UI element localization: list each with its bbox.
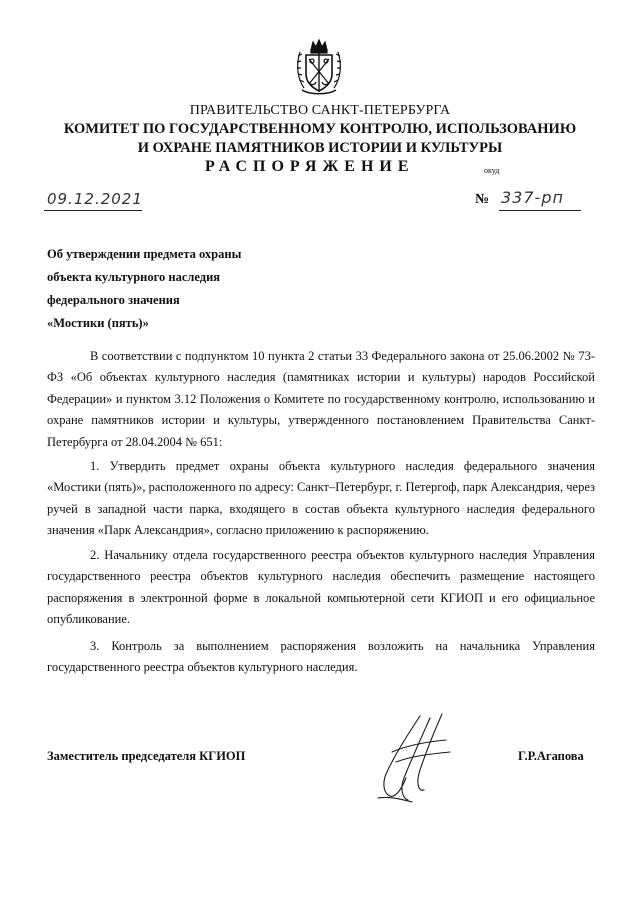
- okud-label: окуд: [484, 166, 500, 175]
- item-3-paragraph: 3. Контроль за выполнением распоряжения возложить на начальника Управления государственного реестра объектов культурного наследия.: [47, 639, 595, 675]
- number-underline: [499, 210, 581, 211]
- document-type-title: РАСПОРЯЖЕНИЕ: [205, 158, 415, 175]
- handwritten-signature-icon: [372, 712, 462, 804]
- subject-line-1: Об утверждении предмета охраны: [47, 247, 242, 261]
- document-number: 337-рп: [501, 188, 564, 207]
- signer-name: Г.Р.Агапова: [518, 749, 584, 763]
- signer-position: Заместитель председателя КГИОП: [47, 749, 246, 763]
- spb-coat-of-arms-icon: [294, 38, 344, 96]
- document-date: 09.12.2021: [47, 190, 143, 208]
- item-1-paragraph: 1. Утвердить предмет охраны объекта культурного наследия федерального значения «Мостики (пять)», расположенного по адресу: Санкт–Петербург, г. Петергоф, парк Александрия, через ручей в западной части парка, входящего в состав объекта культурного наследия федерального значения «Парк Александрия», согласно приложению к распоряжению.: [47, 459, 595, 538]
- government-title: ПРАВИТЕЛЬСТВО САНКТ-ПЕТЕРБУРГА: [189, 103, 451, 118]
- subject-line-4: «Мостики (пять)»: [47, 316, 149, 330]
- preamble-paragraph: В соответствии с подпунктом 10 пункта 2 статьи 33 Федерального закона от 25.06.2002 № 73-ФЗ «Об объектах культурного наследия (памятниках истории и культуры) народов Российской Федерации» и пунктом 3.12 Положения о Комитете по государственному контролю, использованию и охране памятников истории и культуры, утвержденного постановлением Правительства Санкт-Петербурга от 28.04.2004 № 651:: [47, 349, 595, 449]
- item-2-paragraph: 2. Начальнику отдела государственного реестра объектов культурного наследия Управления государственного реестра объектов культурного наследия обеспечить размещение настоящего распоряжения в электронной форме в локальной компьютерной сети КГИОП и его официальное опубликование.: [47, 548, 595, 627]
- subject-line-3: федерального значения: [47, 293, 180, 307]
- committee-title-line1: КОМИТЕТ ПО ГОСУДАРСТВЕННОМУ КОНТРОЛЮ, ИСПОЛЬЗОВАНИЮ: [63, 121, 577, 137]
- date-underline: [44, 210, 142, 211]
- committee-title-line2: И ОХРАНЕ ПАМЯТНИКОВ ИСТОРИИ И КУЛЬТУРЫ: [137, 140, 503, 156]
- number-label: №: [475, 192, 490, 207]
- subject-line-2: объекта культурного наследия: [47, 270, 221, 284]
